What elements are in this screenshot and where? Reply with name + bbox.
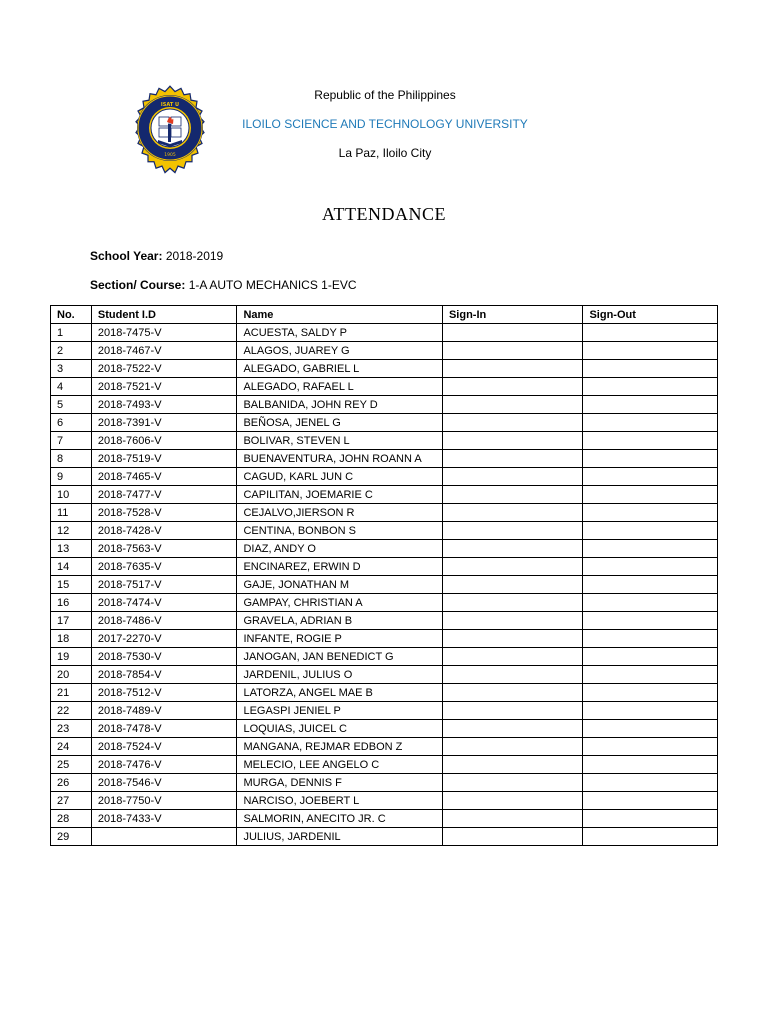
cell-no: 7	[51, 432, 92, 450]
cell-sign-in	[442, 630, 582, 648]
table-header-row	[51, 306, 718, 324]
cell-sign-out	[583, 396, 718, 414]
cell-sign-in	[442, 540, 582, 558]
table-row	[51, 612, 718, 630]
cell-no: 3	[51, 360, 92, 378]
cell-sign-out	[583, 738, 718, 756]
cell-name: LEGASPI JENIEL P	[237, 702, 443, 720]
cell-name: MELECIO, LEE ANGELO C	[237, 756, 443, 774]
table-row	[51, 792, 718, 810]
cell-name: GAMPAY, CHRISTIAN A	[237, 594, 443, 612]
cell-sign-out	[583, 666, 718, 684]
table-row	[51, 360, 718, 378]
table-row	[51, 342, 718, 360]
cell-no: 29	[51, 828, 92, 846]
cell-sign-in	[442, 738, 582, 756]
cell-no: 10	[51, 486, 92, 504]
cell-sign-in	[442, 792, 582, 810]
cell-no: 6	[51, 414, 92, 432]
cell-sign-out	[583, 630, 718, 648]
cell-name: BOLIVAR, STEVEN L	[237, 432, 443, 450]
cell-no: 12	[51, 522, 92, 540]
header-university-name: ILOILO SCIENCE AND TECHNOLOGY UNIVERSITY	[242, 117, 528, 131]
cell-student-id: 2018-7635-V	[91, 558, 237, 576]
table-row	[51, 432, 718, 450]
table-row	[51, 648, 718, 666]
cell-student-id: 2018-7528-V	[91, 504, 237, 522]
cell-sign-in	[442, 828, 582, 846]
table-row	[51, 828, 718, 846]
cell-name: BEÑOSA, JENEL G	[237, 414, 443, 432]
cell-student-id: 2018-7428-V	[91, 522, 237, 540]
cell-sign-out	[583, 522, 718, 540]
cell-sign-out	[583, 594, 718, 612]
cell-name: ACUESTA, SALDY P	[237, 324, 443, 342]
cell-name: ENCINAREZ, ERWIN D	[237, 558, 443, 576]
cell-no: 16	[51, 594, 92, 612]
cell-sign-out	[583, 504, 718, 522]
cell-name: JANOGAN, JAN BENEDICT G	[237, 648, 443, 666]
table-row	[51, 576, 718, 594]
cell-name: GAJE, JONATHAN M	[237, 576, 443, 594]
cell-no: 23	[51, 720, 92, 738]
school-year-value: 2018-2019	[165, 249, 224, 263]
cell-student-id: 2018-7433-V	[91, 810, 237, 828]
cell-student-id: 2018-7522-V	[91, 360, 237, 378]
cell-sign-out	[583, 702, 718, 720]
cell-no: 17	[51, 612, 92, 630]
cell-sign-in	[442, 774, 582, 792]
cell-name: MURGA, DENNIS F	[237, 774, 443, 792]
cell-sign-out	[583, 828, 718, 846]
column-header-sign-out: Sign-Out	[583, 306, 718, 324]
cell-sign-out	[583, 360, 718, 378]
cell-student-id: 2017-2270-V	[91, 630, 237, 648]
cell-sign-in	[442, 558, 582, 576]
cell-sign-in	[442, 666, 582, 684]
cell-student-id: 2018-7521-V	[91, 378, 237, 396]
section-label: Section/ Course:	[90, 278, 186, 292]
cell-name: JARDENIL, JULIUS O	[237, 666, 443, 684]
cell-no: 4	[51, 378, 92, 396]
cell-student-id: 2018-7477-V	[91, 486, 237, 504]
cell-no: 26	[51, 774, 92, 792]
school-year-line	[90, 249, 223, 263]
cell-sign-in	[442, 756, 582, 774]
table-row	[51, 396, 718, 414]
cell-no: 14	[51, 558, 92, 576]
cell-student-id	[91, 828, 237, 846]
cell-name: BALBANIDA, JOHN REY D	[237, 396, 443, 414]
cell-sign-in	[442, 396, 582, 414]
cell-name: CAPILITAN, JOEMARIE C	[237, 486, 443, 504]
cell-sign-in	[442, 522, 582, 540]
table-row	[51, 558, 718, 576]
cell-sign-out	[583, 486, 718, 504]
cell-no: 13	[51, 540, 92, 558]
cell-sign-in	[442, 360, 582, 378]
cell-no: 18	[51, 630, 92, 648]
cell-sign-in	[442, 414, 582, 432]
table-row	[51, 378, 718, 396]
cell-sign-out	[583, 810, 718, 828]
cell-sign-in	[442, 648, 582, 666]
cell-no: 24	[51, 738, 92, 756]
cell-name: JULIUS, JARDENIL	[237, 828, 443, 846]
svg-text:1905: 1905	[164, 153, 176, 158]
cell-name: LATORZA, ANGEL MAE B	[237, 684, 443, 702]
attendance-table-body	[51, 324, 718, 846]
cell-sign-out	[583, 324, 718, 342]
cell-sign-in	[442, 576, 582, 594]
cell-name: SALMORIN, ANECITO JR. C	[237, 810, 443, 828]
table-row	[51, 594, 718, 612]
table-row	[51, 504, 718, 522]
table-row	[51, 738, 718, 756]
cell-sign-in	[442, 324, 582, 342]
cell-sign-in	[442, 594, 582, 612]
cell-student-id: 2018-7465-V	[91, 468, 237, 486]
cell-sign-out	[583, 792, 718, 810]
cell-student-id: 2018-7493-V	[91, 396, 237, 414]
cell-sign-in	[442, 504, 582, 522]
table-row	[51, 522, 718, 540]
cell-student-id: 2018-7512-V	[91, 684, 237, 702]
cell-name: ALAGOS, JUAREY G	[237, 342, 443, 360]
table-row	[51, 810, 718, 828]
cell-student-id: 2018-7391-V	[91, 414, 237, 432]
cell-no: 25	[51, 756, 92, 774]
cell-sign-out	[583, 684, 718, 702]
cell-sign-in	[442, 720, 582, 738]
cell-name: CAGUD, KARL JUN C	[237, 468, 443, 486]
cell-student-id: 2018-7530-V	[91, 648, 237, 666]
cell-sign-in	[442, 432, 582, 450]
column-header-student-id: Student I.D	[91, 306, 237, 324]
cell-name: NARCISO, JOEBERT L	[237, 792, 443, 810]
cell-sign-out	[583, 342, 718, 360]
cell-student-id: 2018-7486-V	[91, 612, 237, 630]
cell-sign-out	[583, 774, 718, 792]
cell-sign-out	[583, 648, 718, 666]
table-row	[51, 756, 718, 774]
cell-name: LOQUIAS, JUICEL C	[237, 720, 443, 738]
cell-sign-in	[442, 378, 582, 396]
cell-student-id: 2018-7546-V	[91, 774, 237, 792]
svg-text:ISAT U: ISAT U	[160, 102, 180, 108]
cell-no: 1	[51, 324, 92, 342]
attendance-table	[50, 305, 718, 846]
table-row	[51, 630, 718, 648]
cell-no: 28	[51, 810, 92, 828]
cell-no: 27	[51, 792, 92, 810]
cell-student-id: 2018-7854-V	[91, 666, 237, 684]
cell-name: ALEGADO, GABRIEL L	[237, 360, 443, 378]
cell-no: 19	[51, 648, 92, 666]
table-row	[51, 486, 718, 504]
cell-sign-out	[583, 612, 718, 630]
table-row	[51, 774, 718, 792]
table-row	[51, 666, 718, 684]
cell-name: CENTINA, BONBON S	[237, 522, 443, 540]
cell-name: DIAZ, ANDY O	[237, 540, 443, 558]
cell-student-id: 2018-7474-V	[91, 594, 237, 612]
table-row	[51, 468, 718, 486]
cell-sign-in	[442, 450, 582, 468]
cell-name: CEJALVO,JIERSON R	[237, 504, 443, 522]
column-header-no: No.	[51, 306, 92, 324]
cell-sign-in	[442, 486, 582, 504]
cell-sign-in	[442, 612, 582, 630]
cell-no: 8	[51, 450, 92, 468]
cell-sign-in	[442, 342, 582, 360]
cell-student-id: 2018-7519-V	[91, 450, 237, 468]
cell-sign-out	[583, 720, 718, 738]
page-title: ATTENDANCE	[322, 204, 446, 224]
cell-sign-out	[583, 378, 718, 396]
cell-student-id: 2018-7750-V	[91, 792, 237, 810]
cell-no: 9	[51, 468, 92, 486]
cell-sign-out	[583, 450, 718, 468]
cell-student-id: 2018-7478-V	[91, 720, 237, 738]
column-header-name: Name	[237, 306, 443, 324]
cell-name: GRAVELA, ADRIAN B	[237, 612, 443, 630]
section-value: 1-A AUTO MECHANICS 1-EVC	[188, 278, 357, 292]
cell-student-id: 2018-7489-V	[91, 702, 237, 720]
header-location: La Paz, Iloilo City	[338, 146, 432, 160]
table-row	[51, 324, 718, 342]
table-row	[51, 720, 718, 738]
cell-sign-out	[583, 576, 718, 594]
cell-sign-out	[583, 756, 718, 774]
cell-no: 11	[51, 504, 92, 522]
cell-no: 5	[51, 396, 92, 414]
cell-no: 21	[51, 684, 92, 702]
cell-student-id: 2018-7517-V	[91, 576, 237, 594]
table-row	[51, 414, 718, 432]
cell-student-id: 2018-7467-V	[91, 342, 237, 360]
cell-no: 20	[51, 666, 92, 684]
table-row	[51, 540, 718, 558]
header-republic: Republic of the Philippines	[314, 88, 456, 102]
cell-name: INFANTE, ROGIE P	[237, 630, 443, 648]
cell-sign-out	[583, 414, 718, 432]
cell-student-id: 2018-7563-V	[91, 540, 237, 558]
cell-sign-in	[442, 468, 582, 486]
cell-sign-out	[583, 558, 718, 576]
cell-sign-out	[583, 468, 718, 486]
table-row	[51, 702, 718, 720]
cell-sign-in	[442, 684, 582, 702]
cell-student-id: 2018-7524-V	[91, 738, 237, 756]
section-line	[90, 278, 357, 292]
cell-sign-out	[583, 432, 718, 450]
cell-no: 2	[51, 342, 92, 360]
cell-name: BUENAVENTURA, JOHN ROANN A	[237, 450, 443, 468]
cell-sign-in	[442, 810, 582, 828]
school-year-label: School Year:	[90, 249, 163, 263]
cell-name: MANGANA, REJMAR EDBON Z	[237, 738, 443, 756]
cell-student-id: 2018-7476-V	[91, 756, 237, 774]
cell-student-id: 2018-7475-V	[91, 324, 237, 342]
cell-no: 22	[51, 702, 92, 720]
cell-name: ALEGADO, RAFAEL L	[237, 378, 443, 396]
cell-sign-in	[442, 702, 582, 720]
table-row	[51, 684, 718, 702]
column-header-sign-in: Sign-In	[442, 306, 582, 324]
cell-no: 15	[51, 576, 92, 594]
table-row	[51, 450, 718, 468]
cell-sign-out	[583, 540, 718, 558]
cell-student-id: 2018-7606-V	[91, 432, 237, 450]
